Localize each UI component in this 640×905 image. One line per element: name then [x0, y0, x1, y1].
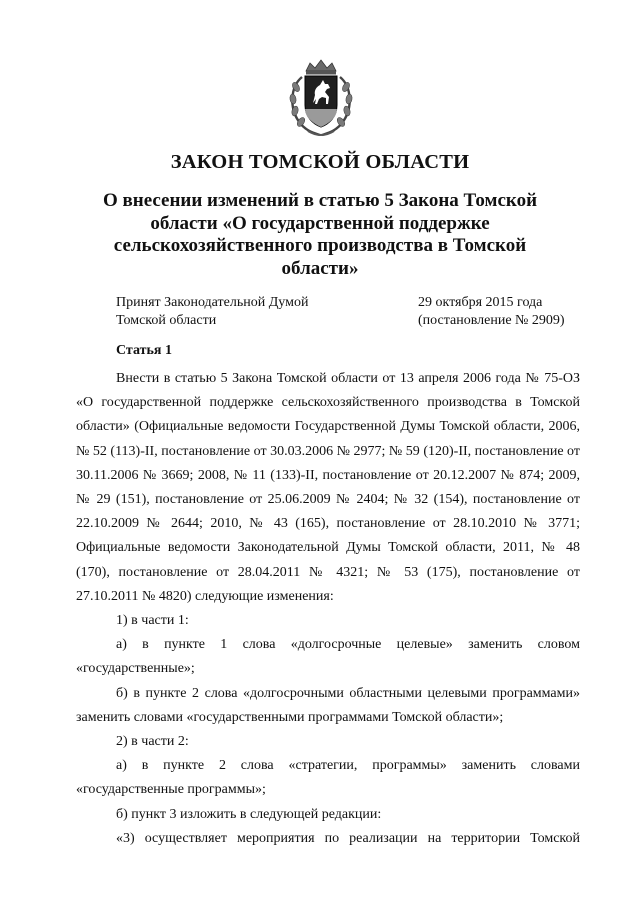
adopted-by-line-2: Томской области — [116, 313, 217, 328]
article-body — [76, 367, 580, 851]
paragraph: б) пункт 3 изложить в следующей редакции: — [116, 806, 382, 822]
adopted-by-line-1: Принят Законодательной Думой — [116, 295, 309, 310]
paragraph: 2) в части 2: — [116, 734, 189, 750]
paragraph: а) в пункте 1 слова «долгосрочные целевые» заменить словом «государственные»; — [76, 637, 580, 677]
law-title: ЗАКОН ТОМСКОЙ ОБЛАСТИ — [170, 151, 470, 173]
paragraph: 1) в части 1: — [116, 613, 189, 629]
adoption-date: 29 октября 2015 года — [418, 295, 543, 310]
adopted-by-block — [116, 294, 308, 330]
paragraph: а) в пункте 2 слова «стратегии, программы» заменить словами «государственные программы»; — [76, 758, 580, 798]
paragraph: «3) осуществляет мероприятия по реализации на территории Томской — [116, 830, 580, 846]
paragraph: Внести в статью 5 Закона Томской области от 13 апреля 2006 года № 75-ОЗ «О государственной поддержке сельскохозяйственного производства в Томской области» (Официальные ведомости Государственной Думы Томской области, 2006, № 52 (113)-II, постановление от 30.03.2006 № 2977; № 59 (120)-II, постановление от 30.11.2006 № 3669; 2008, № 11 (133)-II, постановление от 20.12.2007 № 874; 2009, № 29 (151), постановление от 25.06.2009 № 2404; № 32 (154), постановление от 22.10.2009 № 2644; 2010, № 43 (165), постановление от 28.10.2010 № 3771; Официальные ведомости Законодательной Думы Томской области, 2011, № 48 (170), постановление от 28.04.2011 № 4321; № 53 (175), постановление от 27.10.2011 № 4820) следующие изменения: — [76, 371, 580, 604]
adoption-date-block — [418, 294, 565, 330]
tomsk-coat-of-arms-emblem — [286, 57, 356, 139]
resolution-number: (постановление № 2909) — [418, 313, 565, 328]
paragraph: б) в пункте 2 слова «долгосрочными областными целевыми программами» заменить словами «государственными программами Томской области»; — [76, 685, 580, 725]
article-heading: Статья 1 — [116, 343, 172, 358]
law-subtitle: О внесении изменений в статью 5 Закона Томской области «О государственной поддержке сельскохозяйственного производства в Томской области» — [102, 190, 538, 279]
